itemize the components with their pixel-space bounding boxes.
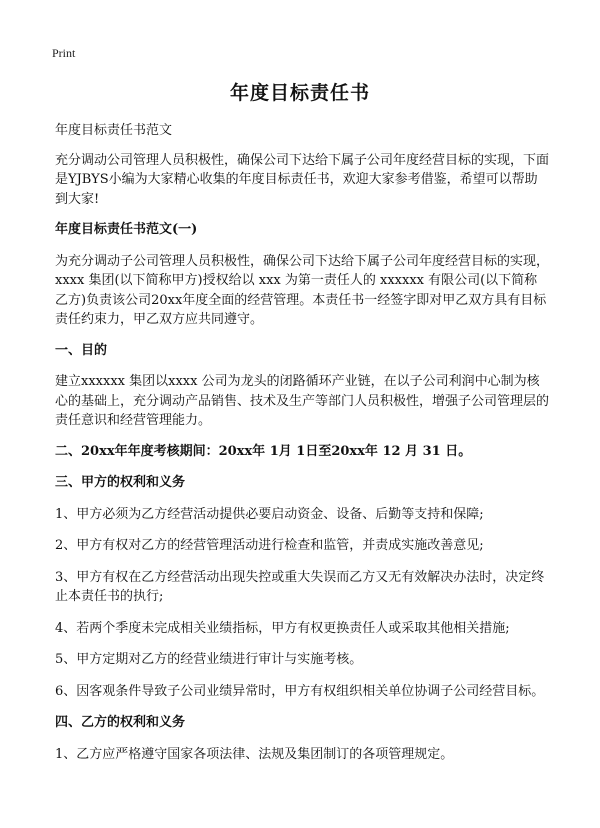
- heading-party-a-rights: 三、甲方的权利和义务: [55, 475, 186, 490]
- list-item: 1、乙方应严格遵守国家各项法律、法规及集团制订的各项管理规定。: [55, 746, 454, 762]
- document-body: [55, 121, 550, 776]
- list-item: 3、甲方有权在乙方经营活动出现失控或重大失误而乙方又无有效解决办法时，决定终止本责任书的执行;: [55, 569, 545, 604]
- section-title: 年度目标责任书范文(一): [55, 222, 198, 237]
- heading-assessment-period: 二、20xx年年度考核期间：20xx年 1月 1日至20xx年 12 月 31 日。: [55, 443, 472, 459]
- intro-paragraph: 充分调动公司管理人员积极性，确保公司下达给下属子公司年度经营目标的实现，下面是YJBYS小编为大家精心收集的年度目标责任书，欢迎大家参考借鉴，希望可以帮助到大家!: [55, 152, 550, 207]
- list-item: 5、甲方定期对乙方的经营业绩进行审计与实施考核。: [55, 652, 363, 667]
- list-item: 6、因客观条件导致子公司业绩异常时，甲方有权组织相关单位协调子公司经营目标。: [55, 683, 545, 699]
- section-intro-paragraph: 为充分调动子公司管理人员积极性，确保公司下达给下属子公司年度经营目标的实现，xxxx 集团(以下简称甲方)授权给以 xxx 为第一责任人的 xxxxxx 有限公司(以下简称乙方)负责该公司20xx年度全面的经营管理。本责任书一经签字即对甲乙双方具有目标责任约束力，甲乙双方应共同遵守。: [55, 253, 550, 327]
- document-title: 年度目标责任书: [229, 82, 370, 104]
- document-subtitle: 年度目标责任书范文: [55, 123, 173, 138]
- purpose-paragraph: 建立xxxxxx 集团以xxxx 公司为龙头的闭路循环产业链，在以子公司利润中心制为核心的基础上，充分调动产品销售、技术及生产等部门人员积极性，增强子公司管理层的责任意识和经营管理能力。: [55, 374, 550, 428]
- heading-party-b-rights: 四、乙方的权利和义务: [55, 715, 186, 730]
- list-item: 2、甲方有权对乙方的经营管理活动进行检查和监管，并责成实施改善意见;: [55, 538, 484, 553]
- print-label: Print: [52, 46, 76, 60]
- list-item: 1、甲方必须为乙方经营活动提供必要启动资金、设备、后勤等支持和保障;: [55, 506, 484, 522]
- list-item: 4、若两个季度未完成相关业绩指标，甲方有权更换责任人或采取其他相关措施;: [55, 620, 510, 636]
- heading-purpose: 一、目的: [55, 342, 108, 358]
